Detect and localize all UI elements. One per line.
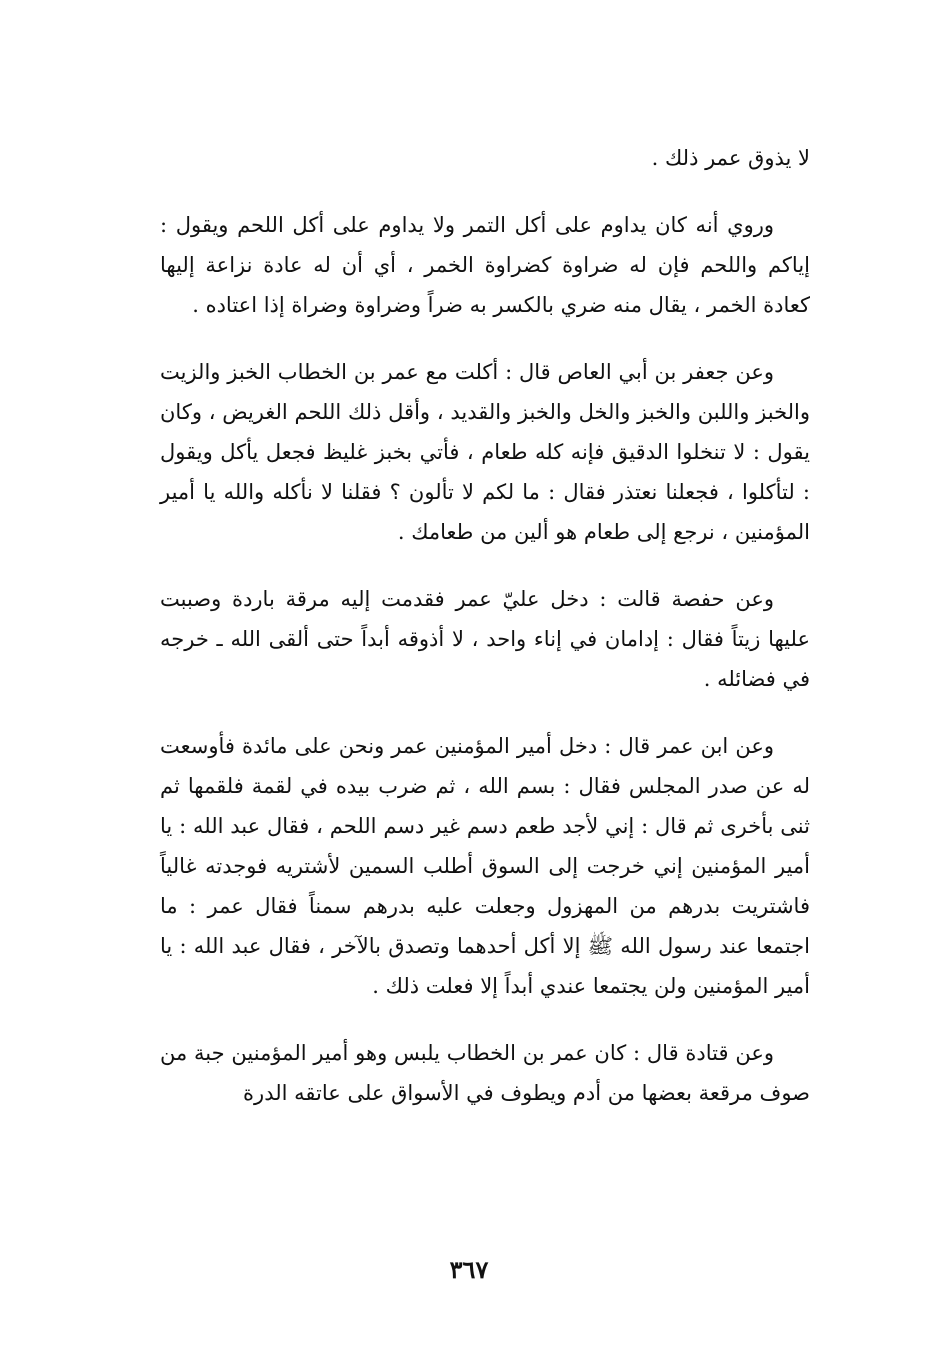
paragraph-dates-and-meat: وروي أنه كان يداوم على أكل التمر ولا يداوم على أكل اللحم ويقول : إياكم واللحم فإن له ضراوة كضراوة الخمر ، أي أن له عادة نزاعة إليها كعادة الخمر ، يقال منه ضري بالكسر به ضراً وضراوة وضراة إذا اعتاده . [160,213,810,317]
body-text [160,138,810,1140]
paragraph-jafar-bread: وعن جعفر بن أبي العاص قال : أكلت مع عمر بن الخطاب الخبز والزيت والخبز واللبن والخبز والخل والخبز والقديد ، وأقل ذلك اللحم الغريض ، وكان يقول : لا تنخلوا الدقيق فإنه كله طعام ، فأتي بخبز غليظ فجعل يأكل ويقول : لتأكلوا ، فجعلنا نعتذر فقال : ما لكم لا تألون ؟ فقلنا لا نأكله والله يا أمير المؤمنين ، نرجع إلى طعام هو ألين من طعامك . [160,360,810,544]
paragraph-ibn-umar-table: وعن ابن عمر قال : دخل أمير المؤمنين عمر ونحن على مائدة فأوسعت له عن صدر المجلس فقال : بسم الله ، ثم ضرب بيده في لقمة فلقمها ثم ثنى بأخرى ثم قال : إني لأجد طعم دسم غير دسم اللحم ، فقال عبد الله : يا أمير المؤمنين إني خرجت إلى السوق أطلب السمين لأشتريه فوجدته غالياً فاشتريت بدرهم من المهزول وجعلت عليه بدرهم سمناً فقال عمر : ما اجتمعا عند رسول الله ﷺ إلا أكل أحدهما وتصدق بالآخر ، فقال عبد الله : يا أمير المؤمنين ولن يجتمعا عندي أبداً إلا فعلت ذلك . [160,734,810,998]
paragraph-qatada-garment: وعن قتادة قال : كان عمر بن الخطاب يلبس وهو أمير المؤمنين جبة من صوف مرقعة بعضها من أدم ويطوف في الأسواق على عاتقه الدرة [160,1041,810,1105]
paragraph-continuation: لا يذوق عمر ذلك . [651,146,810,170]
page-number: ٣٦٧ [449,1255,489,1284]
paragraph-hafsa-broth: وعن حفصة قالت : دخل عليّ عمر فقدمت إليه مرقة باردة وصببت عليها زيتاً فقال : إدامان في إناء واحد ، لا أذوقه أبداً حتى ألقى الله ـ خرجه في فضائله . [160,587,810,691]
